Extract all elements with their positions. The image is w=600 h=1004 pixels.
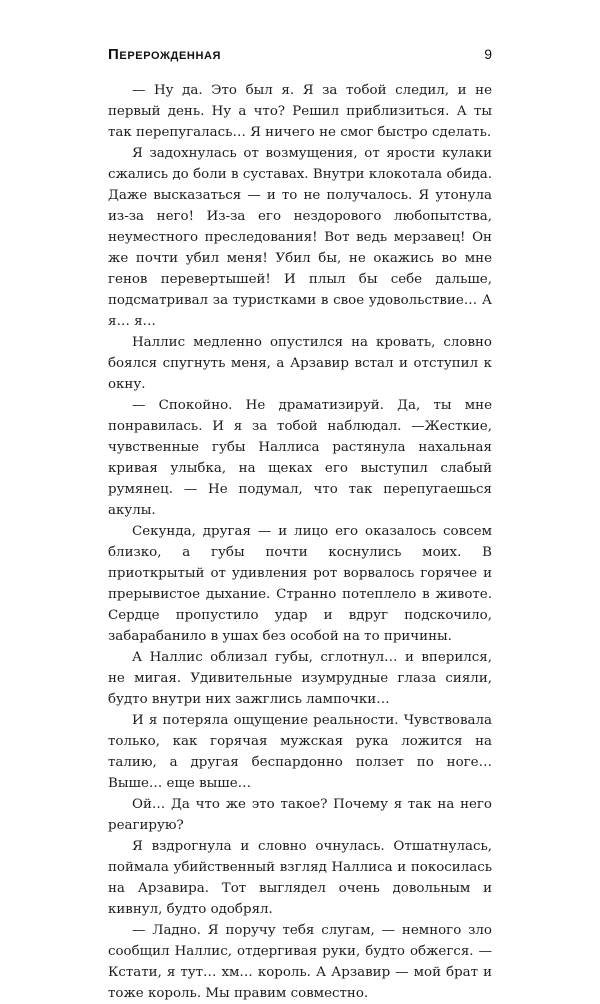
running-head <box>108 46 492 66</box>
paragraph: Ой… Да что же это такое? Почему я так на него реагирую? <box>108 797 492 833</box>
body-text <box>108 80 492 1004</box>
paragraph: Наллис медленно опустился на кровать, словно боялся спугнуть меня, а Арзавир встал и отступил к окну. <box>108 335 492 392</box>
page-number: 9 <box>484 46 492 62</box>
paragraph: И я потеряла ощущение реальности. Чувствовала только, как горячая мужская рука ложится на талию, а другая беспардонно ползет по ноге… Выше… еще выше… <box>108 713 492 791</box>
book-title: Перерожденная <box>108 46 222 63</box>
paragraph: Я вздрогнула и словно очнулась. Отшатнулась, поймала убийственный взгляд Наллиса и покосилась на Арзавира. Тот выглядел очень довольным и кивнул, будто одобрял. <box>108 839 492 917</box>
paragraph: Секунда, другая — и лицо его оказалось совсем близко, а губы почти коснулись моих. В приоткрытый от удивления рот ворвалось горячее и прерывистое дыхание. Странно потеплело в животе. Сердце пропустило удар и вдруг подскочило, забарабанило в ушах без особой на то причины. <box>108 524 492 644</box>
paragraph: — Спокойно. Не драматизируй. Да, ты мне понравилась. И я за тобой наблюдал. —Жесткие, чувственные губы Наллиса растянула нахальная кривая улыбка, на щеках его выступил слабый румянец. — Не подумал, что так перепугаешься акулы. <box>108 398 492 518</box>
paragraph: А Наллис облизал губы, сглотнул… и вперился, не мигая. Удивительные изумрудные глаза сияли, будто внутри них зажглись лампочки… <box>108 650 492 707</box>
paragraph: — Ладно. Я поручу тебя слугам, — немного зло сообщил Наллис, отдергивая руки, будто обжегся. — Кстати, я тут… хм… король. А Арзавир — мой брат и тоже король. Мы правим совместно. <box>108 923 492 1001</box>
paragraph: Я задохнулась от возмущения, от ярости кулаки сжались до боли в суставах. Внутри клокотала обида. Даже высказаться — и то не получалось. Я утонула из-за него! Из-за его нездорового любопытства, неуместного преследования! Вот ведь мерзавец! Он же почти убил меня! Убил бы, не окажись во мне генов перевертышей! И плыл бы себе дальше, подсматривал за туристками в свое удовольствие… А я… я… <box>108 146 492 329</box>
paragraph: — Ну да. Это был я. Я за тобой следил, и не первый день. Ну а что? Решил приблизиться. А ты так перепугалась… Я ничего не смог быстро сделать. <box>108 83 492 140</box>
